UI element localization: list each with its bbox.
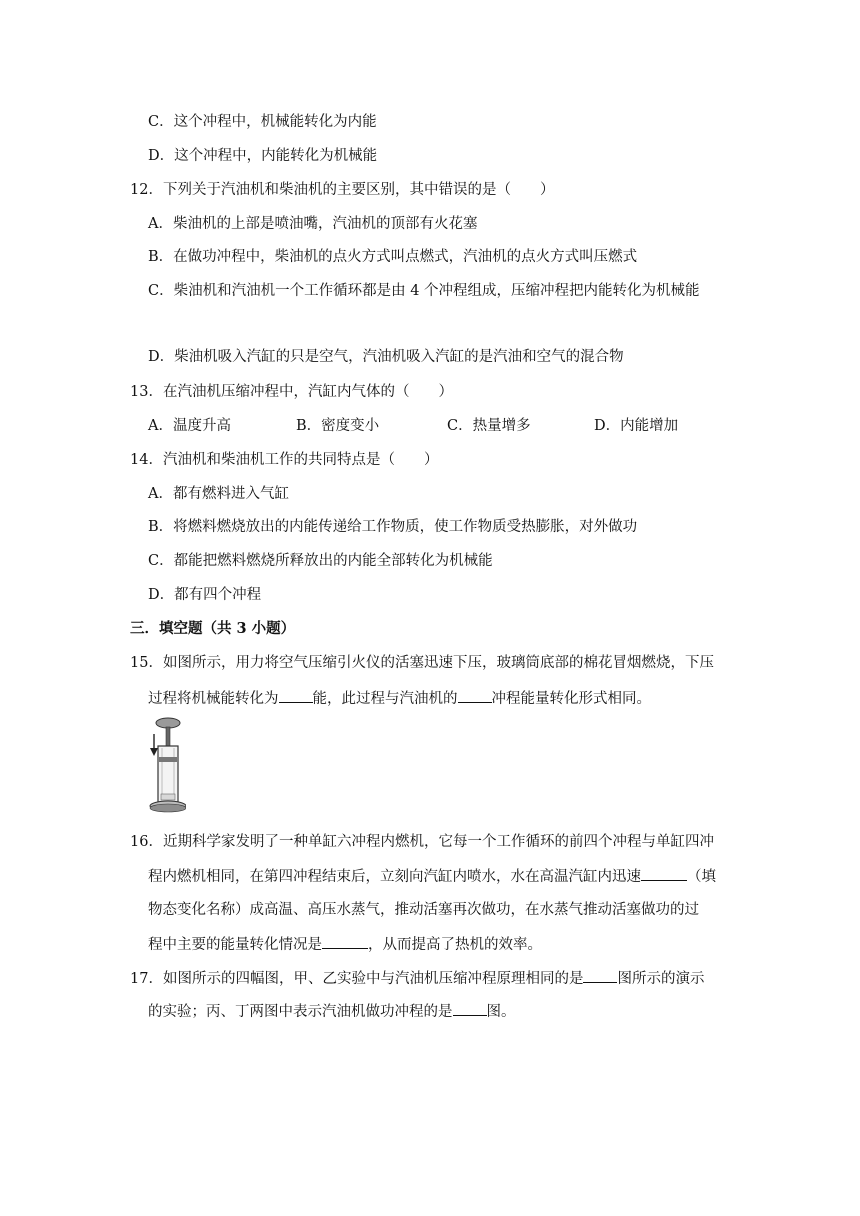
q15-line-2 <box>148 688 651 709</box>
q16-blank-2[interactable] <box>322 934 368 949</box>
q17-text-a: 17．如图所示的四幅图，甲、乙实验中与汽油机压缩冲程原理相同的是 <box>130 971 584 987</box>
q17-blank-1[interactable] <box>583 968 617 983</box>
q15-text-a: 过程将机械能转化为 <box>148 691 279 707</box>
q16-line-3: 物态变化名称）成高温、高压水蒸气，推动活塞再次做功，在水蒸气推动活塞做功的过 <box>148 902 699 918</box>
q12-stem: 12．下列关于汽油机和柴油机的主要区别，其中错误的是（ ） <box>130 182 555 198</box>
q16-line-4 <box>148 934 542 955</box>
q13-option-a: A．温度升高 <box>148 418 231 434</box>
q12-option-a: A．柴油机的上部是喷油嘴，汽油机的顶部有火花塞 <box>148 216 478 232</box>
q14-stem: 14．汽油机和柴油机工作的共同特点是（ ） <box>130 452 439 468</box>
q17-line-2 <box>148 1001 516 1022</box>
q16-text-a: 程内燃机相同，在第四冲程结束后，立刻向汽缸内喷水，水在高温汽缸内迅速 <box>148 869 641 885</box>
q13-stem: 13．在汽油机压缩冲程中，汽缸内气体的（ ） <box>130 384 453 400</box>
q16-line-1: 16．近期科学家发明了一种单缸六冲程内燃机，它每一个工作循环的前四个冲程与单缸四冲 <box>130 834 714 850</box>
q17-blank-2[interactable] <box>453 1001 487 1016</box>
q16-line-2 <box>148 866 716 887</box>
q13-option-c: C．热量增多 <box>447 418 531 434</box>
q16-text-c: 程中主要的能量转化情况是 <box>148 937 322 953</box>
q15-text-b: 能，此过程与汽油机的 <box>312 691 458 707</box>
q12-option-b: B．在做功冲程中，柴油机的点火方式叫点燃式，汽油机的点火方式叫压燃式 <box>148 249 638 265</box>
q16-text-b: （填 <box>687 869 716 885</box>
q14-option-c: C．都能把燃料燃烧所释放出的内能全部转化为机械能 <box>148 553 493 569</box>
q13-option-d: D．内能增加 <box>594 418 679 434</box>
q14-option-a: A．都有燃料进入气缸 <box>148 486 289 502</box>
q15-text-c: 冲程能量转化形式相同。 <box>491 691 651 707</box>
q17-text-c: 的实验；丙、丁两图中表示汽油机做功冲程的是 <box>148 1004 453 1020</box>
section-heading: 三．填空题（共 3 小题） <box>130 620 296 637</box>
air-compression-igniter-figure <box>146 716 186 814</box>
q17-line-1 <box>130 968 704 989</box>
q17-text-b: 图所示的演示 <box>617 971 705 987</box>
q17-text-d: 图。 <box>486 1004 516 1020</box>
q11-option-c: C．这个冲程中，机械能转化为内能 <box>148 114 377 130</box>
q14-option-d: D．都有四个冲程 <box>148 587 262 603</box>
q11-option-d: D．这个冲程中，内能转化为机械能 <box>148 148 378 164</box>
q16-blank-1[interactable] <box>641 866 687 881</box>
q15-blank-2[interactable] <box>458 688 492 703</box>
q15-blank-1[interactable] <box>279 688 313 703</box>
q16-text-d: ，从而提高了热机的效率。 <box>368 937 542 953</box>
q14-option-b: B．将燃料燃烧放出的内能传递给工作物质，使工作物质受热膨胀，对外做功 <box>148 519 638 535</box>
q13-option-b: B．密度变小 <box>296 418 380 434</box>
q12-option-c: C．柴油机和汽油机一个工作循环都是由 4 个冲程组成，压缩冲程把内能转化为机械能 <box>148 283 700 299</box>
q15-line-1: 15．如图所示，用力将空气压缩引火仪的活塞迅速下压，玻璃筒底部的棉花冒烟燃烧，下压 <box>130 655 714 671</box>
q12-option-d: D．柴油机吸入汽缸的只是空气，汽油机吸入汽缸的是汽油和空气的混合物 <box>148 349 624 365</box>
